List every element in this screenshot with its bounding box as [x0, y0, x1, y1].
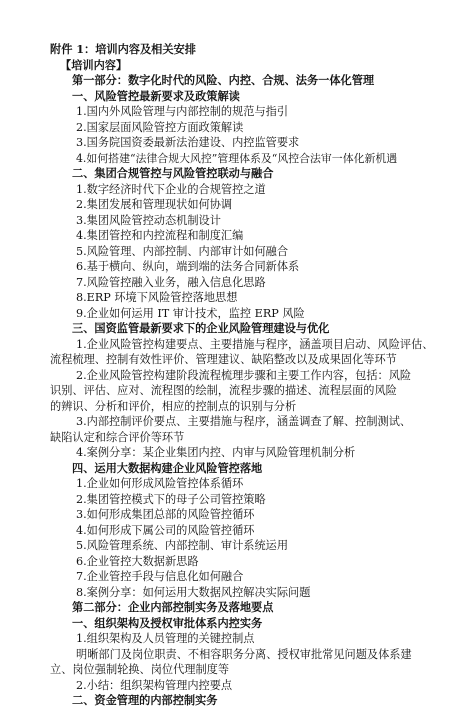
part1-title: 第一部分：数字化时代的风险、内控、合规、法务一体化管理	[72, 73, 375, 87]
part1-section1-title: 一、风险管控最新要求及政策解读	[72, 88, 240, 103]
paragraph-line: 1.企业风险管控构建要点、主要措施与程序，涵盖项目启动、风险评估、	[76, 337, 434, 351]
paragraph-line: 识别、评估、应对、流程图的绘制，流程步骤的描述、流程层面的风险	[50, 384, 397, 397]
list-item: 3.集团风险管控动态机制设计	[76, 213, 221, 227]
training-content-heading: 【培训内容】	[60, 57, 128, 72]
list-item: 3.国务院国资委最新法治建设、内控监管要求	[76, 136, 300, 149]
list-item: 1.企业如何形成风险管控体系循环	[76, 477, 244, 490]
list-item: 9.企业如何运用 IT 审计技术，监控 ERP 风险	[76, 306, 305, 320]
list-item: 2.国家层面风险管控方面政策解读	[76, 120, 244, 134]
paragraph-line: 明晰部门及岗位职责、不相容职务分离、授权审批常见问题及体系建	[76, 647, 412, 661]
paragraph-line: 的辨识、分析和评价，相应的控制点的识别与分析	[50, 399, 297, 413]
list-item: 6.企业管控大数据新思路	[76, 554, 199, 568]
part2-section2-title: 二、资金管理的内部控制实务	[72, 693, 218, 707]
list-item: 2.小结：组织架构管理内控要点	[76, 678, 233, 692]
paragraph-line: 流程梳理、控制有效性评价、管理建议、缺陷整改以及成果固化等环节	[50, 353, 397, 366]
attachment-title: 附件 1：培训内容及相关安排	[50, 42, 196, 56]
case-study-line: 4.案例分享：某企业集团内控、内审与风险管理机制分析	[76, 446, 356, 459]
list-item: 6.基于横向、纵向，端到端的法务合同新体系	[76, 260, 300, 273]
paragraph-line: 2.企业风险管控构建阶段流程梳理步骤和主要工作内容，包括：风险	[76, 368, 412, 382]
list-item: 8.案例分享：如何运用大数据风控解决实际问题	[76, 585, 311, 599]
list-item: 4.如何搭建“法律合规大风控”管理体系及“风控合法审一体化新机遇	[76, 151, 398, 165]
list-item: 8.ERP 环境下风险管控落地思想	[76, 291, 238, 304]
part2-section1-title: 一、组织架构及授权审批体系内控实务	[72, 615, 263, 630]
list-item: 2.集团管控模式下的母子公司管控策略	[76, 492, 266, 506]
list-item: 4.集团管控和内控流程和制度汇编	[76, 229, 244, 242]
list-item: 1.组织架构及人员管理的关键控制点	[76, 632, 255, 645]
list-item: 5.风险管理、内部控制、内部审计如何融合	[76, 244, 289, 258]
paragraph-line: 缺陷认定和综合评价等环节	[50, 430, 185, 444]
list-item: 1.数字经济时代下企业的合规管控之道	[76, 182, 266, 196]
paragraph-line: 立、岗位强制轮换、岗位代理制度等	[50, 663, 230, 676]
list-item: 7.企业管控手段与信息化如何融合	[76, 570, 244, 583]
list-item: 3.如何形成集团总部的风险管控循环	[76, 508, 255, 521]
part1-section2-title: 二、集团合规管控与风险管控联动与融合	[72, 166, 274, 180]
paragraph-line: 3.内部控制评价要点、主要措施与程序，涵盖调查了解、控制测试、	[76, 415, 412, 428]
part1-section3-title: 三、国资监管最新要求下的企业风险管理建设与优化	[72, 321, 330, 335]
list-item: 4.如何形成下属公司的风险管控循环	[76, 523, 255, 537]
list-item: 1.国内外风险管理与内部控制的规范与指引	[76, 105, 289, 118]
list-item: 5.风险管理系统、内部控制、审计系统运用	[76, 539, 289, 552]
part1-section4-title: 四、运用大数据构建企业风险管控落地	[72, 460, 263, 475]
list-item: 7.风险管控融入业务，融入信息化思路	[76, 275, 266, 289]
list-item: 2.集团发展和管理现状如何协调	[76, 198, 233, 211]
part2-title: 第二部分：企业内部控制实务及落地要点	[72, 600, 274, 614]
